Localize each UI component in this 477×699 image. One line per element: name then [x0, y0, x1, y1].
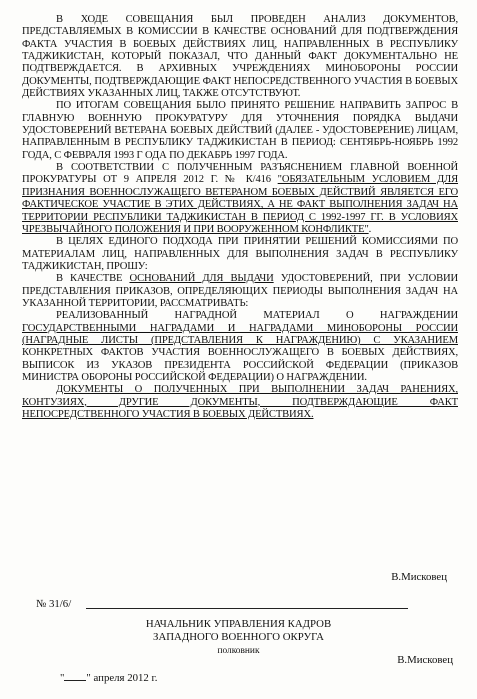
- underlined-text: "ОБЯЗАТЕЛЬНЫМ УСЛОВИЕМ ДЛЯ ПРИЗНАНИЯ ВОЕННОСЛУЖАЩЕГО ВЕТЕРАНОМ БОЕВЫХ ДЕЙСТВИЙ ЯВЛЯЕТСЯ ЕГО ФАКТИЧЕСКОЕ УЧАСТИЕ В ЭТИХ ДЕЙСТВИЯХ, А НЕ ФАКТ ВЫПОЛНЕНИЯ ЗАДАЧ НА ТЕРРИТОРИИ РЕСПУБЛИКИ ТАДЖИКИСТАН В ПЕРИОД С 1992-1997 ГГ. В УСЛОВИЯХ ЧРЕЗВЫЧАЙНОГО ПОЛОЖЕНИЯ И ПРИ ВООРУЖЕННОМ КОНФЛИКТЕ": [22, 174, 459, 235]
- signature-top: В.Мисковец: [391, 571, 447, 583]
- paragraph: [22, 273, 458, 310]
- date-month-year: " апреля 2012 г.: [86, 672, 158, 684]
- paragraph: [22, 310, 458, 384]
- signatory-title-line-1: НАЧАЛЬНИК УПРАВЛЕНИЯ КАДРОВ: [145, 618, 332, 630]
- text-run: КОНКРЕТНЫХ ФАКТОВ УЧАСТИЯ ВОЕННОСЛУЖАЩЕГО В БОЕВЫХ ДЕЙСТВИЯХ, ВЫПИСОК ИЗ УКАЗОВ ПРЕЗИДЕНТА РОССИЙСКОЙ ФЕДЕРАЦИИ (ПРИКАЗОВ МИНИСТРА ОБОРОНЫ РОССИЙСКОЙ ФЕДЕРАЦИИ) О НАГРАЖДЕНИИ.: [22, 347, 458, 383]
- text-run: УДОСТОВЕРЕНИЙ, ПРИ УСЛОВИИ ПРЕДСТАВЛЕНИЯ ПРИКАЗОВ, ОПРЕДЕЛЯЮЩИХ ПЕРИОДЫ ВЫПОЛНЕНИЯ ЗАДАЧ НА УКАЗАННОЙ ТЕРРИТОРИИ, РАССМАТРИВАТЬ:: [22, 273, 459, 309]
- signature-bottom: В.Мисковец: [397, 654, 453, 666]
- text-run: РЕАЛИЗОВАННЫЙ НАГРАДНОЙ МАТЕРИАЛ О НАГРАЖДЕНИИ: [56, 310, 458, 322]
- text-run: В СООТВЕТСТВИИ С ПОЛУЧЕННЫМ РАЗЪЯСНЕНИЕМ ГЛАВНОЙ ВОЕННОЙ ПРОКУРАТУРЫ ОТ 9 АПРЕЛЯ 2012 Г. № К/416: [22, 162, 458, 186]
- letter-body: [22, 14, 458, 421]
- paragraph: [22, 384, 458, 421]
- signatory-rank: полковник: [217, 646, 260, 656]
- text-run: В ЦЕЛЯХ ЕДИНОГО ПОДХОДА ПРИ ПРИНЯТИИ РЕШЕНИЙ КОМИССИЯМИ ПО МАТЕРИАЛАМ ЛИЦ, НАПРАВЛЕННЫХ ДЛЯ ВЫПОЛНЕНИЯ ЗАДАЧ В РЕСПУБЛИКУ ТАДЖИКИСТАН, ПРОШУ:: [22, 236, 458, 272]
- registration-line: [86, 608, 408, 609]
- paragraph: [22, 14, 458, 100]
- paragraph: [22, 236, 458, 273]
- text-run: В КАЧЕСТВЕ: [56, 273, 130, 285]
- date-day-blank: [64, 671, 86, 681]
- underlined-text: ОСНОВАНИЙ ДЛЯ ВЫДАЧИ: [129, 273, 274, 285]
- underlined-text: ГОСУДАРСТВЕННЫМИ НАГРАДАМИ И НАГРАДАМИ МИНОБОРОНЫ РОССИИ (НАГРАДНЫЕ ЛИСТЫ (ПРЕДСТАВЛЕНИЯ К НАГРАЖДЕНИЮ) С УКАЗАНИЕМ: [22, 322, 458, 346]
- text-run: В ХОДЕ СОВЕЩАНИЯ БЫЛ ПРОВЕДЕН АНАЛИЗ ДОКУМЕНТОВ, ПРЕДСТАВЛЯЕМЫХ В КОМИССИИ В КАЧЕСТВЕ ОСНОВАНИЙ ДЛЯ ПОДТВЕРЖДЕНИЯ ФАКТА УЧАСТИЯ В БОЕВЫХ ДЕЙСТВИЯХ ЛИЦ, НАПРАВЛЕННЫХ В РЕСПУБЛИКУ ТАДЖИКИСТАН, КОТОРЫЙ ПОКАЗАЛ, ЧТО ДАННЫЙ ФАКТ ДОКУМЕНТАЛЬНО НЕ ПОДТВЕРЖДАЕТСЯ. В АРХИВНЫХ УЧРЕЖДЕНИЯХ МИНОБОРОНЫ РОССИИ ДОКУМЕНТЫ, ПОДТВЕРЖДАЮЩИЕ ФАКТ НЕПОСРЕДСТВЕННОГО УЧАСТИЯ В БОЕВЫХ ДЕЙСТВИЯХ УКАЗАННЫХ ЛИЦ, ТАКЖЕ ОТСУТСТВУЮТ.: [22, 14, 458, 100]
- text-run: ПО ИТОГАМ СОВЕЩАНИЯ БЫЛО ПРИНЯТО РЕШЕНИЕ НАПРАВИТЬ ЗАПРОС В ГЛАВНУЮ ВОЕННУЮ ПРОКУРАТУРУ ДЛЯ УТОЧНЕНИЯ ПОРЯДКА ВЫДАЧИ УДОСТОВЕРЕНИЙ ВЕТЕРАНА БОЕВЫХ ДЕЙСТВИЙ (ДАЛЕЕ - УДОСТОВЕРЕНИЕ) ЛИЦАМ, НАПРАВЛЕННЫМ В РЕСПУБЛИКУ ТАДЖИКИСТАН В ПЕРИОД: СЕНТЯБРЬ-НОЯБРЬ 1992 ГОДА, С ФЕВРАЛЯ 1993 Г ОДА ПО ДЕКАБРЬ 1997 ГОДА.: [22, 100, 458, 161]
- text-run: .: [368, 223, 372, 235]
- paragraph: [22, 162, 458, 236]
- registration-number: № 31/6/: [36, 598, 72, 610]
- date-line: [60, 671, 157, 684]
- underlined-text: ДОКУМЕНТЫ О ПОЛУЧЕННЫХ ПРИ ВЫПОЛНЕНИИ ЗАДАЧ РАНЕНИЯХ, КОНТУЗИЯХ, ДРУГИЕ ДОКУМЕНТЫ, ПОДТВЕРЖДАЮЩИЕ ФАКТ НЕПОСРЕДСТВЕННОГО УЧАСТИЯ В БОЕВЫХ ДЕЙСТВИЯХ.: [22, 384, 458, 420]
- paragraph: [22, 100, 458, 162]
- signatory-title-line-2: ЗАПАДНОГО ВОЕННОГО ОКРУГА: [153, 631, 324, 643]
- date-open-quote: ": [60, 672, 65, 684]
